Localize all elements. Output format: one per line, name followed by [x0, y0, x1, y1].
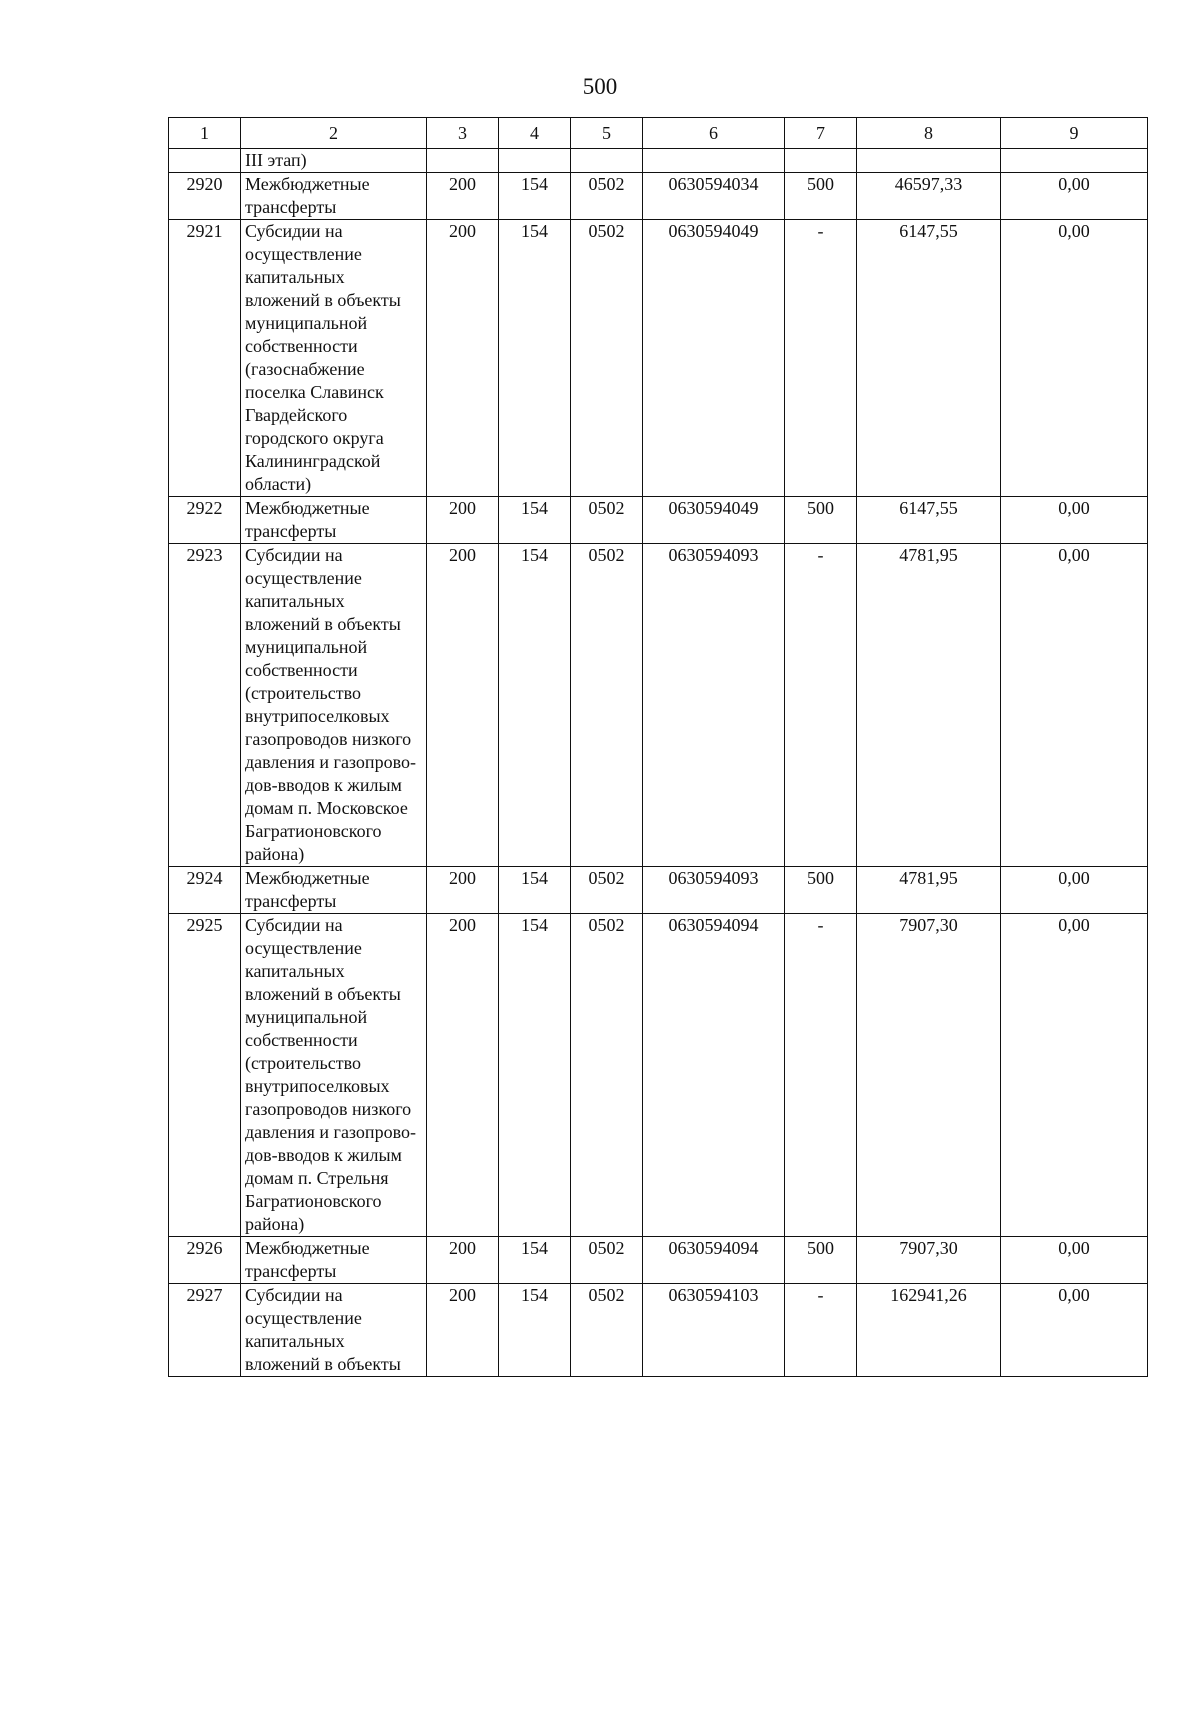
column-header: 3 — [427, 118, 499, 149]
row-number: 2926 — [169, 1237, 241, 1284]
code-col3: 200 — [427, 867, 499, 914]
code-col5: 0502 — [571, 544, 643, 867]
amount-col8: 7907,30 — [857, 1237, 1001, 1284]
amount-col8: 6147,55 — [857, 497, 1001, 544]
code-col3: 200 — [427, 1237, 499, 1284]
code-col6: 0630594093 — [643, 867, 785, 914]
column-header: 5 — [571, 118, 643, 149]
code-col4 — [499, 149, 571, 173]
code-col5: 0502 — [571, 497, 643, 544]
code-col7: 500 — [785, 1237, 857, 1284]
code-col6: 0630594094 — [643, 914, 785, 1237]
row-name: III этап) — [241, 149, 427, 173]
amount-col9: 0,00 — [1001, 544, 1148, 867]
row-name: Межбюджетные трансферты — [241, 497, 427, 544]
code-col5 — [571, 149, 643, 173]
code-col7: 500 — [785, 867, 857, 914]
amount-col8: 46597,33 — [857, 173, 1001, 220]
code-col6: 0630594103 — [643, 1284, 785, 1377]
table-row — [169, 867, 1148, 914]
amount-col9: 0,00 — [1001, 1237, 1148, 1284]
code-col6: 0630594093 — [643, 544, 785, 867]
row-number: 2927 — [169, 1284, 241, 1377]
code-col7: 500 — [785, 173, 857, 220]
table-row — [169, 173, 1148, 220]
amount-col9: 0,00 — [1001, 867, 1148, 914]
code-col4: 154 — [499, 497, 571, 544]
row-name: Субсидии на осуществление капитальных вложений в объекты — [241, 1284, 427, 1377]
code-col6: 0630594049 — [643, 220, 785, 497]
row-name: Межбюджетные трансферты — [241, 867, 427, 914]
code-col5: 0502 — [571, 220, 643, 497]
code-col5: 0502 — [571, 173, 643, 220]
table-row — [169, 1284, 1148, 1377]
row-name: Субсидии на осуществление капитальных вложений в объекты муниципальной собственности (газоснабжение поселка Славинск Гвардейского городского округа Калининградской области) — [241, 220, 427, 497]
amount-col9 — [1001, 149, 1148, 173]
row-name: Субсидии на осуществление капитальных вложений в объекты муниципальной собственности (строительство внутрипоселковых газопроводов низкого давления и газопрово-дов-вводов к жилым домам п. Московское Багратионовского района) — [241, 544, 427, 867]
amount-col8: 6147,55 — [857, 220, 1001, 497]
code-col4: 154 — [499, 1284, 571, 1377]
row-number: 2920 — [169, 173, 241, 220]
code-col7: - — [785, 220, 857, 497]
code-col4: 154 — [499, 544, 571, 867]
budget-table — [168, 117, 1148, 1377]
code-col6: 0630594049 — [643, 497, 785, 544]
row-number — [169, 149, 241, 173]
code-col3: 200 — [427, 497, 499, 544]
amount-col8: 162941,26 — [857, 1284, 1001, 1377]
code-col5: 0502 — [571, 867, 643, 914]
code-col7: - — [785, 544, 857, 867]
code-col7 — [785, 149, 857, 173]
code-col4: 154 — [499, 914, 571, 1237]
page-number: 500 — [582, 74, 618, 99]
column-header: 1 — [169, 118, 241, 149]
row-number: 2925 — [169, 914, 241, 1237]
column-header: 6 — [643, 118, 785, 149]
header-row — [169, 118, 1148, 149]
code-col7: - — [785, 914, 857, 1237]
table-row — [169, 1237, 1148, 1284]
amount-col8: 4781,95 — [857, 544, 1001, 867]
column-header: 9 — [1001, 118, 1148, 149]
code-col7: - — [785, 1284, 857, 1377]
amount-col9: 0,00 — [1001, 1284, 1148, 1377]
table-row — [169, 149, 1148, 173]
amount-col8: 4781,95 — [857, 867, 1001, 914]
row-number: 2923 — [169, 544, 241, 867]
code-col3: 200 — [427, 220, 499, 497]
amount-col9: 0,00 — [1001, 914, 1148, 1237]
amount-col8 — [857, 149, 1001, 173]
table-row — [169, 544, 1148, 867]
code-col5: 0502 — [571, 1284, 643, 1377]
code-col4: 154 — [499, 173, 571, 220]
table-row — [169, 497, 1148, 544]
row-name: Субсидии на осуществление капитальных вложений в объекты муниципальной собственности (строительство внутрипоселковых газопроводов низкого давления и газопрово-дов-вводов к жилым домам п. Стрельня Багратионовского района) — [241, 914, 427, 1237]
code-col5: 0502 — [571, 914, 643, 1237]
code-col3 — [427, 149, 499, 173]
table-row — [169, 914, 1148, 1237]
code-col4: 154 — [499, 867, 571, 914]
column-header: 8 — [857, 118, 1001, 149]
code-col5: 0502 — [571, 1237, 643, 1284]
table-row — [169, 220, 1148, 497]
code-col4: 154 — [499, 1237, 571, 1284]
row-name: Межбюджетные трансферты — [241, 1237, 427, 1284]
code-col3: 200 — [427, 1284, 499, 1377]
row-number: 2922 — [169, 497, 241, 544]
code-col6: 0630594094 — [643, 1237, 785, 1284]
code-col6: 0630594034 — [643, 173, 785, 220]
code-col7: 500 — [785, 497, 857, 544]
code-col4: 154 — [499, 220, 571, 497]
amount-col9: 0,00 — [1001, 220, 1148, 497]
code-col6 — [643, 149, 785, 173]
column-header: 7 — [785, 118, 857, 149]
row-number: 2924 — [169, 867, 241, 914]
code-col3: 200 — [427, 173, 499, 220]
row-number: 2921 — [169, 220, 241, 497]
amount-col9: 0,00 — [1001, 497, 1148, 544]
amount-col8: 7907,30 — [857, 914, 1001, 1237]
row-name: Межбюджетные трансферты — [241, 173, 427, 220]
code-col3: 200 — [427, 914, 499, 1237]
code-col3: 200 — [427, 544, 499, 867]
column-header: 2 — [241, 118, 427, 149]
amount-col9: 0,00 — [1001, 173, 1148, 220]
column-header: 4 — [499, 118, 571, 149]
